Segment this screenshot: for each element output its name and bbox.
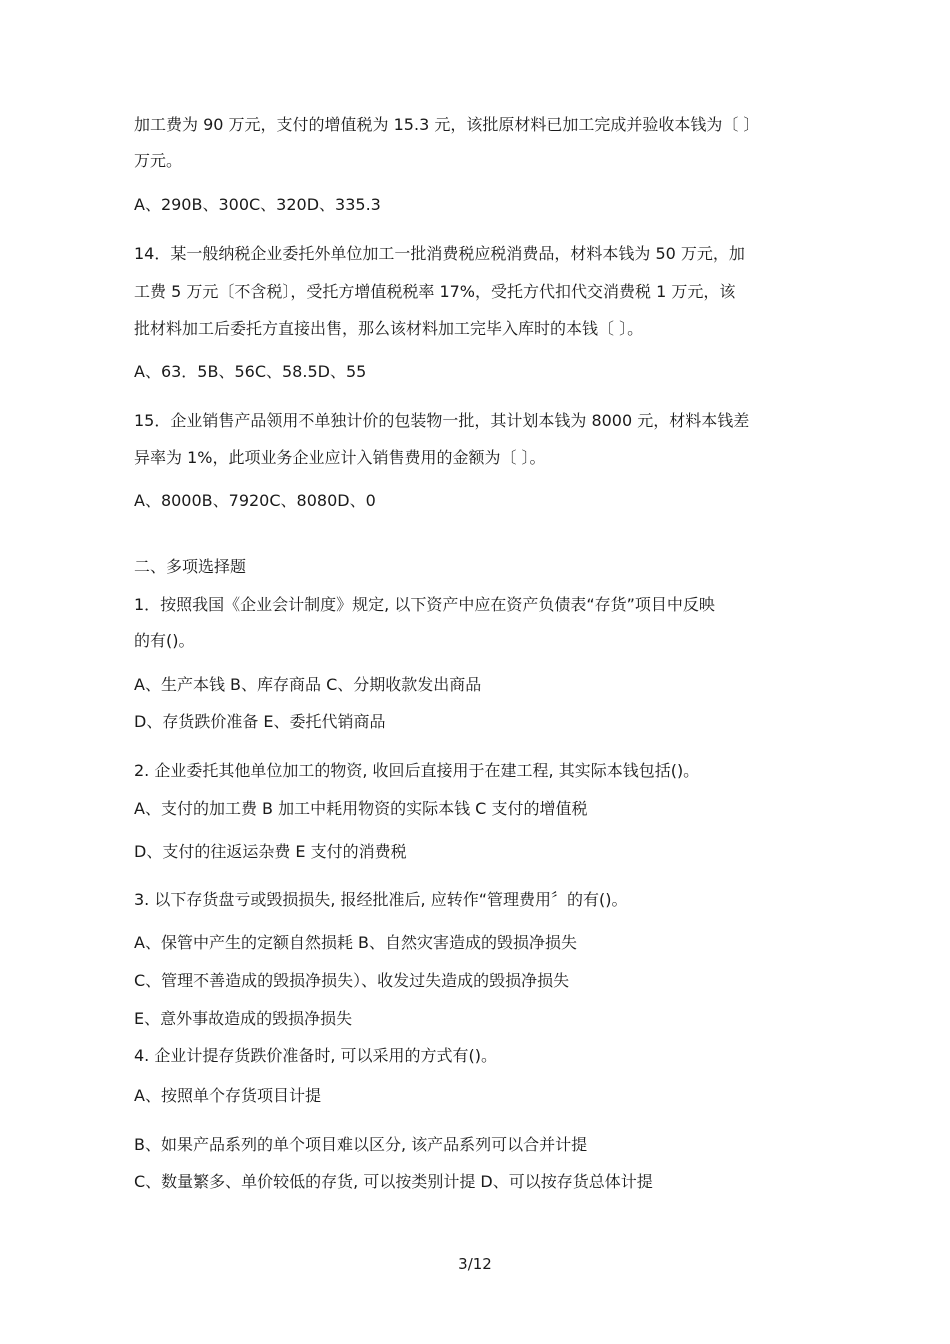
answer-options: A、290B、300C、320D、335.3: [134, 195, 381, 214]
section-heading: 二、多项选择题: [134, 557, 247, 576]
answer-options: C、数量繁多、单价较低的存货, 可以按类别计提 D、可以按存货总体计提: [134, 1172, 653, 1191]
answer-options: D、支付的往返运杂费 E 支付的消费税: [134, 842, 407, 861]
answer-options: E、意外事故造成的毁损净损失: [134, 1009, 353, 1028]
answer-options: A、63．5B、56C、58.5D、55: [134, 362, 367, 381]
question-3: 3. 以下存货盘亏或毁损损失, 报经批准后, 应转作“管理费用〞的有()。: [134, 890, 628, 909]
answer-options: A、保管中产生的定额自然损耗 B、自然灾害造成的毁损净损失: [134, 933, 578, 952]
question-14: 14．某一般纳税企业委托外单位加工一批消费税应税消费品，材料本钱为 50 万元，加: [134, 244, 745, 263]
answer-options: A、生产本钱 B、库存商品 C、分期收款发出商品: [134, 675, 482, 694]
question-2: 2. 企业委托其他单位加工的物资, 收回后直接用于在建工程, 其实际本钱包括()。: [134, 761, 700, 780]
page-number: 3/12: [458, 1255, 492, 1273]
answer-options: A、支付的加工费 B 加工中耗用物资的实际本钱 C 支付的增值税: [134, 799, 588, 818]
answer-options: A、8000B、7920C、8080D、0: [134, 491, 376, 510]
text-line: 加工费为 90 万元，支付的增值税为 15.3 元，该批原材料已加工完成并验收本钱为〔 〕: [134, 115, 760, 134]
answer-options: D、存货跌价准备 E、委托代销商品: [134, 712, 386, 731]
text-line: 批材料加工后委托方直接出售，那么该材料加工完毕入库时的本钱〔 〕。: [134, 319, 644, 338]
text-line: 万元。: [134, 151, 183, 170]
text-line: 工费 5 万元〔不含税〕，受托方增值税税率 17%，受托方代扣代交消费税 1 万元，该: [134, 282, 736, 301]
question-4: 4. 企业计提存货跌价准备时, 可以采用的方式有()。: [134, 1046, 498, 1065]
text-line: 的有()。: [134, 631, 195, 650]
answer-options: A、按照单个存货项目计提: [134, 1086, 321, 1105]
answer-options: C、管理不善造成的毁损净损失）、收发过失造成的毁损净损失: [134, 971, 570, 990]
question-15: 15．企业销售产品领用不单独计价的包装物一批，其计划本钱为 8000 元，材料本钱差: [134, 411, 750, 430]
question-1: 1．按照我国《企业会计制度》规定, 以下资产中应在资产负债表“存货”项目中反映: [134, 595, 715, 614]
text-line: 异率为 1%，此项业务企业应计入销售费用的金额为〔 〕。: [134, 448, 546, 467]
answer-options: B、如果产品系列的单个项目难以区分, 该产品系列可以合并计提: [134, 1135, 588, 1154]
